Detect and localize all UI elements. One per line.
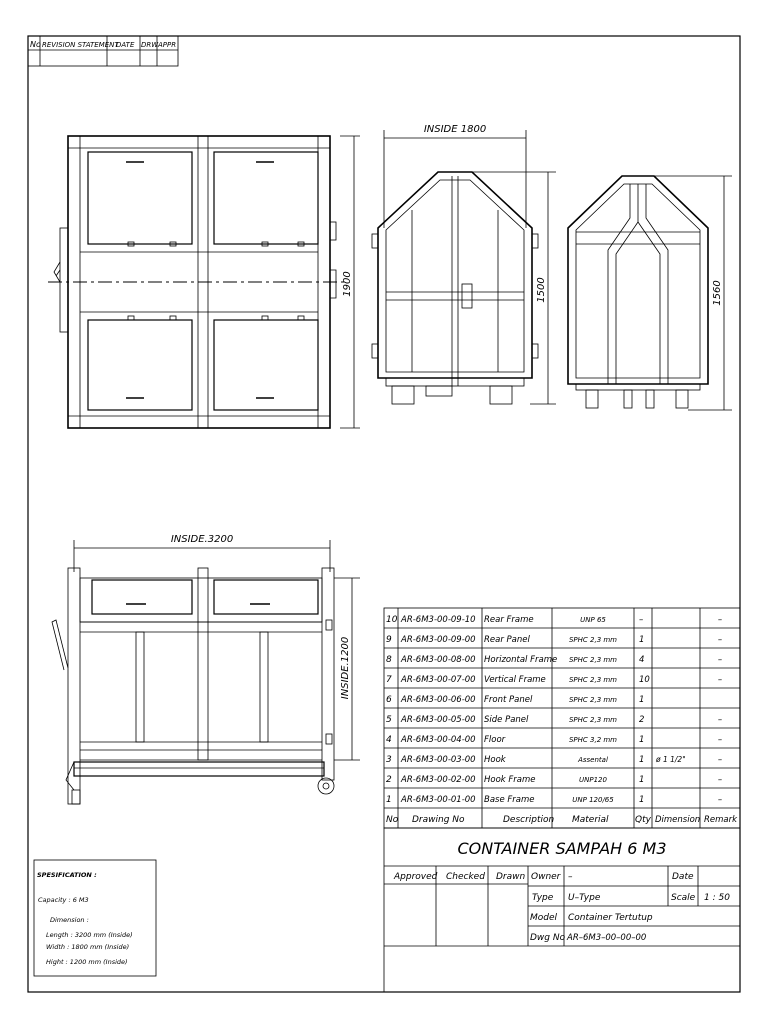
- parts-cell-remark: –: [717, 615, 723, 625]
- parts-cell-remark: –: [717, 635, 723, 645]
- dim-front-inside-width: INSIDE 1800: [423, 124, 487, 135]
- dwg-label: Dwg No: [530, 933, 566, 943]
- parts-cell-no: 7: [386, 675, 392, 685]
- parts-cell-no: 5: [386, 715, 392, 725]
- parts-cell-drawing-no: AR-6M3-00-09-00: [401, 635, 476, 645]
- parts-cell-qty: 4: [639, 655, 645, 665]
- approved-label: Approved: [394, 872, 438, 882]
- parts-cell-qty: 1: [639, 755, 645, 765]
- scale-value: 1 : 50: [704, 893, 730, 903]
- type-value: U–Type: [568, 893, 601, 903]
- parts-cell-description: Front Panel: [484, 695, 533, 705]
- parts-cell-description: Vertical Frame: [484, 675, 546, 685]
- parts-cell-no: 10: [386, 615, 398, 625]
- parts-cell-remark: –: [717, 775, 723, 785]
- spec-heading: SPESIFICATION :: [37, 871, 97, 879]
- title-block: [384, 828, 740, 992]
- parts-cell-description: Hook: [484, 755, 506, 765]
- parts-header-no: No: [386, 815, 399, 825]
- parts-cell-drawing-no: AR-6M3-00-04-00: [401, 735, 476, 745]
- parts-cell-material: SPHC 2,3 mm: [568, 676, 618, 684]
- dim-back-height: 1560: [712, 280, 723, 306]
- parts-cell-drawing-no: AR-6M3-00-02-00: [401, 775, 476, 785]
- parts-cell-drawing-no: AR-6M3-00-03-00: [401, 755, 476, 765]
- parts-cell-material: UNP120: [579, 776, 607, 784]
- parts-cell-no: 9: [386, 635, 392, 645]
- parts-header-dimension: Dimension: [655, 815, 701, 825]
- parts-cell-drawing-no: AR-6M3-00-06-00: [401, 695, 476, 705]
- parts-header-description: Description: [503, 815, 555, 825]
- parts-cell-drawing-no: AR-6M3-00-09-10: [401, 615, 476, 625]
- checked-label: Checked: [446, 872, 485, 882]
- parts-cell-qty: 1: [639, 635, 645, 645]
- parts-list-table: [384, 608, 740, 828]
- rev-header-date: DATE: [116, 41, 135, 49]
- spec-dimension-heading: Dimension :: [50, 916, 89, 924]
- parts-header-qty: Qty: [635, 815, 651, 825]
- spec-width: Width : 1800 mm (Inside): [46, 943, 130, 951]
- parts-cell-remark: –: [717, 735, 723, 745]
- parts-cell-remark: –: [717, 675, 723, 685]
- parts-header-material: Material: [572, 815, 609, 825]
- parts-cell-no: 1: [386, 795, 392, 805]
- rev-header-statement: REVISION STATEMENT: [42, 41, 119, 49]
- owner-label: Owner: [531, 872, 561, 882]
- parts-cell-material: UNP 120/65: [572, 796, 614, 804]
- model-label: Model: [530, 913, 558, 923]
- parts-cell-description: Rear Frame: [484, 615, 534, 625]
- parts-cell-description: Rear Panel: [484, 635, 530, 645]
- parts-header-drawing-no: Drawing No: [412, 815, 465, 825]
- parts-header-remark: Remark: [704, 815, 738, 825]
- parts-cell-no: 4: [386, 735, 392, 745]
- parts-cell-qty: –: [639, 615, 644, 625]
- dim-side-inside-length: INSIDE.3200: [170, 534, 234, 545]
- parts-cell-drawing-no: AR-6M3-00-07-00: [401, 675, 476, 685]
- parts-cell-remark: –: [717, 795, 723, 805]
- side-view: [52, 534, 360, 804]
- parts-cell-no: 2: [386, 775, 392, 785]
- parts-cell-description: Hook Frame: [484, 775, 536, 785]
- parts-cell-dimension: ø 1 1/2": [656, 755, 686, 764]
- parts-cell-no: 3: [386, 755, 392, 765]
- parts-cell-qty: 1: [639, 775, 645, 785]
- parts-cell-material: UNP 65: [580, 616, 606, 624]
- parts-cell-description: Base Frame: [484, 795, 535, 805]
- parts-cell-remark: –: [717, 755, 723, 765]
- revision-table: [28, 36, 178, 66]
- parts-cell-material: Assental: [578, 756, 608, 764]
- back-view: [568, 176, 732, 410]
- parts-cell-material: SPHC 2,3 mm: [568, 716, 618, 724]
- rev-header-no: No: [30, 40, 41, 49]
- dim-side-inside-height: INSIDE.1200: [340, 636, 351, 700]
- owner-value: –: [568, 872, 573, 882]
- parts-cell-qty: 1: [639, 795, 645, 805]
- spec-capacity: Capacity : 6 M3: [38, 896, 89, 904]
- parts-cell-qty: 10: [639, 675, 650, 685]
- parts-cell-description: Side Panel: [484, 715, 529, 725]
- type-label: Type: [532, 893, 554, 903]
- dim-front-height: 1500: [536, 277, 547, 303]
- parts-cell-material: SPHC 2,3 mm: [568, 656, 618, 664]
- parts-cell-material: SPHC 2,3 mm: [568, 636, 618, 644]
- parts-cell-qty: 1: [639, 735, 645, 745]
- parts-cell-material: SPHC 2,3 mm: [568, 696, 618, 704]
- parts-cell-drawing-no: AR-6M3-00-05-00: [401, 715, 476, 725]
- parts-cell-material: SPHC 3,2 mm: [568, 736, 618, 744]
- model-value: Container Tertutup: [568, 913, 653, 923]
- date-label: Date: [672, 872, 694, 882]
- spec-height: Hight : 1200 mm (Inside): [46, 958, 128, 966]
- parts-cell-qty: 1: [639, 695, 645, 705]
- parts-cell-remark: –: [717, 715, 723, 725]
- dwg-value: AR–6M3–00–00–00: [567, 933, 647, 943]
- rev-header-drw: DRW: [141, 41, 159, 49]
- specification-box: [34, 860, 156, 976]
- parts-cell-no: 8: [386, 655, 392, 665]
- parts-cell-drawing-no: AR-6M3-00-08-00: [401, 655, 476, 665]
- parts-cell-remark: –: [717, 655, 723, 665]
- spec-length: Length : 3200 mm (Inside): [46, 931, 133, 939]
- parts-cell-description: Floor: [484, 735, 506, 745]
- top-view: [48, 136, 360, 428]
- front-view: [372, 124, 556, 404]
- parts-cell-description: Horizontal Frame: [484, 655, 558, 665]
- dim-top-height: 1900: [342, 271, 353, 297]
- drawn-label: Drawn: [496, 872, 526, 882]
- drawing-title: CONTAINER SAMPAH 6 M3: [457, 839, 667, 858]
- rev-header-appr: APPR: [158, 41, 177, 49]
- parts-cell-drawing-no: AR-6M3-00-01-00: [401, 795, 476, 805]
- parts-cell-qty: 2: [639, 715, 645, 725]
- parts-cell-no: 6: [386, 695, 392, 705]
- scale-label: Scale: [671, 893, 696, 903]
